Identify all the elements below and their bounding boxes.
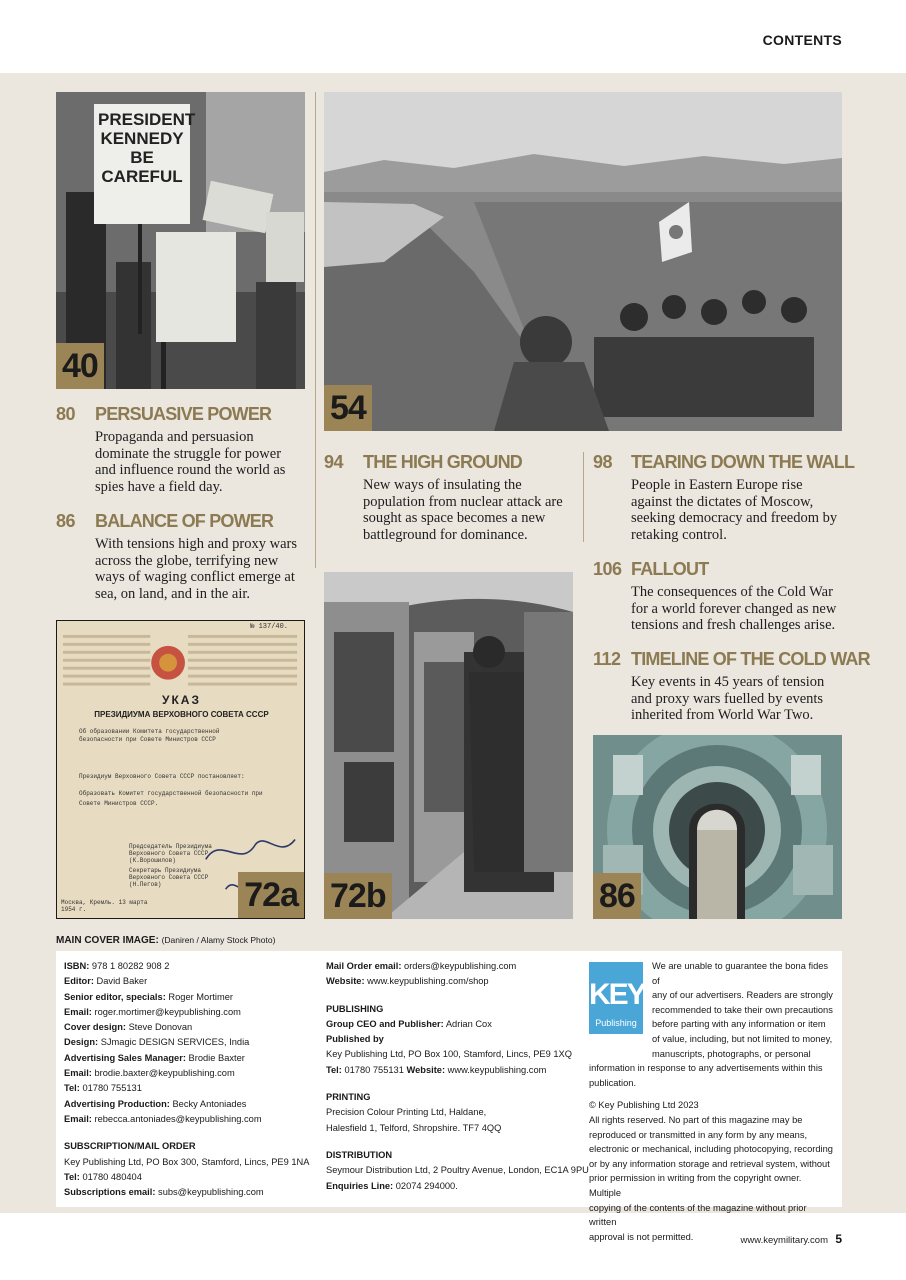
decree-line-1: Об образовании Комитета государственной безопасности при Совете Министров СССР xyxy=(79,728,220,743)
column-divider-right xyxy=(583,452,584,542)
ad-sales-label: Advertising Sales Manager: xyxy=(64,1052,186,1063)
photo-troops[interactable] xyxy=(324,92,842,431)
page-badge-54: 54 xyxy=(324,385,372,431)
decree-place-date: Москва, Кремль. 13 марта 1954 г. xyxy=(61,899,148,913)
article-title: PERSUASIVE POWER xyxy=(95,404,272,424)
enquiries-value: 02074 294000. xyxy=(395,1180,458,1191)
editor-value: David Baker xyxy=(96,976,148,987)
published-by-label: Published by xyxy=(326,1034,384,1045)
ad-sales-value: Brodie Baxter xyxy=(188,1052,245,1063)
disclaimer-line: any of our advertisers. Readers are strongly xyxy=(652,990,833,1001)
decree-line-2: Президиум Верховного Совета СССР постановляет: xyxy=(79,773,245,780)
enquiries-label: Enquiries Line: xyxy=(326,1180,394,1191)
editor-label: Editor: xyxy=(64,976,94,987)
article-description: New ways of insulating the population from nuclear attack are sought as space becomes a new battleground for dominance. xyxy=(363,477,563,543)
article-description: With tensions high and proxy wars across the globe, terrifying new ways of waging conflict emerge at sea, on land, and in the air. xyxy=(95,536,297,602)
photo-protest[interactable] xyxy=(56,92,305,389)
page-number: 5 xyxy=(835,1232,842,1246)
tel-value: 01780 755131 xyxy=(82,1083,142,1094)
cover-design-label: Cover design: xyxy=(64,1022,126,1033)
troops-image xyxy=(324,92,842,431)
distributor-address: Seymour Distribution Ltd, 2 Poultry Avenue, London, EC1A 9PU xyxy=(326,1165,589,1176)
decree-line-3: Образовать Комитет государственной безопасности при Совете Министров СССР. xyxy=(79,790,263,807)
rights-line: approval is not permitted. xyxy=(589,1231,694,1242)
article-page-number: 112 xyxy=(593,649,621,669)
rights-line: electronic or mechanical, including photocopying, recording xyxy=(589,1144,833,1155)
article-title: THE HIGH GROUND xyxy=(363,452,523,472)
article-description: The consequences of the Cold War for a world forever changed as new tensions and fresh challenges arise. xyxy=(631,584,837,633)
cover-image-caption xyxy=(56,935,275,946)
subscription-tel: 01780 480404 xyxy=(82,1171,142,1182)
decree-signature-2: Секретарь Президиума Верховного Совета СССР (Н.Пегов) xyxy=(129,867,209,888)
ceo-value: Adrian Cox xyxy=(445,1018,492,1029)
copyright-notice: © Key Publishing Ltd 2023 xyxy=(589,1100,699,1111)
publishing-column xyxy=(326,959,589,1194)
design-label: Design: xyxy=(64,1037,99,1048)
editor-email-link[interactable]: roger.mortimer@keypublishing.com xyxy=(94,1006,241,1017)
disclaimer-line: manuscripts, photographs, or personal xyxy=(652,1048,811,1059)
article-timeline-of-the-cold-war[interactable] xyxy=(593,649,870,729)
page-badge-40: 40 xyxy=(56,343,104,389)
article-description: Key events in 45 years of tension and proxy wars fuelled by events inherited from World War Two. xyxy=(631,674,825,723)
page-badge-72a: 72a xyxy=(238,872,304,918)
tel-label: Tel: xyxy=(64,1083,80,1094)
website-label: Website: xyxy=(406,1064,446,1075)
cover-design-value: Steve Donovan xyxy=(128,1022,193,1033)
website-label: Website: xyxy=(326,976,365,987)
article-page-number: 98 xyxy=(593,452,613,472)
article-page-number: 106 xyxy=(593,559,622,579)
column-divider-left xyxy=(315,92,316,568)
disclaimer-line: publication. xyxy=(589,1077,637,1088)
decree-signature-1: Председатель Президиума Верховного Совета СССР (К.Ворошилов) xyxy=(129,843,212,864)
article-persuasive-power[interactable] xyxy=(56,404,306,499)
publisher-website-link[interactable]: www.keypublishing.com xyxy=(447,1064,547,1075)
article-title: TEARING DOWN THE WALL xyxy=(631,452,855,472)
publisher-address: Key Publishing Ltd, PO Box 100, Stamford, Lincs, PE9 1XQ xyxy=(326,1049,572,1060)
email-label: Email: xyxy=(64,1113,92,1124)
printing-heading: PRINTING xyxy=(326,1092,371,1103)
senior-editor-value: Roger Mortimer xyxy=(168,991,233,1002)
disclaimer-line: information in response to any advertisements within this xyxy=(589,1063,823,1074)
cover-caption-label: MAIN COVER IMAGE: xyxy=(56,935,159,946)
ceo-label: Group CEO and Publisher: xyxy=(326,1018,444,1029)
article-the-high-ground[interactable] xyxy=(324,452,574,562)
article-page-number: 86 xyxy=(56,511,76,531)
rights-line: or by any information storage and retrieval system, without xyxy=(589,1158,830,1169)
shop-website-link[interactable]: www.keypublishing.com/shop xyxy=(367,976,489,987)
email-label: Email: xyxy=(64,1068,92,1079)
decree-title: УКАЗ xyxy=(162,693,201,707)
protest-sign-text: PRESIDENT KENNEDY BE CAREFUL xyxy=(98,110,196,186)
article-description: Propaganda and persuasion dominate the struggle for power and influence round the world as spies have a field day. xyxy=(95,429,286,495)
subscriptions-email-link[interactable]: subs@keypublishing.com xyxy=(158,1187,264,1198)
email-label: Email: xyxy=(64,1006,92,1017)
article-title: FALLOUT xyxy=(631,559,709,579)
rights-line: copying of the contents of the magazine without prior written xyxy=(589,1202,807,1228)
footer-website-link[interactable]: www.keymilitary.com xyxy=(740,1235,828,1246)
photo-missile-silo[interactable] xyxy=(593,735,842,919)
article-page-number: 80 xyxy=(56,404,76,424)
subscriptions-email-label: Subscriptions email: xyxy=(64,1187,156,1198)
decree-ref-number: № 137/40. xyxy=(250,623,288,631)
disclaimer-line: We are unable to guarantee the bona fides of xyxy=(652,961,829,986)
printer-line-1: Precision Colour Printing Ltd, Haldane, xyxy=(326,1107,487,1118)
disclaimer-line: before parting with any information or item xyxy=(652,1019,826,1030)
distribution-heading: DISTRIBUTION xyxy=(326,1149,393,1160)
isbn-label: ISBN: xyxy=(64,961,90,971)
mail-order-label: Mail Order email: xyxy=(326,961,402,971)
mail-order-email-link[interactable]: orders@keypublishing.com xyxy=(404,961,517,971)
disclaimer-line: recommended to take their own precautions xyxy=(652,1004,833,1015)
article-title: BALANCE OF POWER xyxy=(95,511,274,531)
tel-label: Tel: xyxy=(64,1171,80,1182)
legal-column xyxy=(589,959,834,1244)
article-fallout[interactable] xyxy=(593,559,843,639)
subscription-address: Key Publishing Ltd, PO Box 300, Stamford, Lincs, PE9 1NA xyxy=(64,1156,310,1167)
isbn-value: 978 1 80282 908 2 xyxy=(91,961,170,971)
rights-line: All rights reserved. No part of this magazine may be xyxy=(589,1114,803,1125)
logo-publishing-text: Publishing xyxy=(595,1018,637,1028)
ad-production-email-link[interactable]: rebecca.antoniades@keypublishing.com xyxy=(94,1113,262,1124)
photo-decree-document[interactable] xyxy=(56,620,305,919)
printer-line-2: Halesfield 1, Telford, Shropshire. TF7 4QQ xyxy=(326,1122,502,1133)
decree-subtitle: ПРЕЗИДИУМА ВЕРХОВНОГО СОВЕТА СССР xyxy=(94,710,269,719)
bunker-image xyxy=(324,572,573,919)
photo-bunker[interactable] xyxy=(324,572,573,919)
article-title: TIMELINE OF THE COLD WAR xyxy=(631,649,870,669)
publishing-heading: PUBLISHING xyxy=(326,1003,384,1014)
ad-sales-email-link[interactable]: brodie.baxter@keypublishing.com xyxy=(94,1068,235,1079)
logo-key-text: KEY xyxy=(589,978,645,1011)
article-balance-of-power[interactable] xyxy=(56,511,306,606)
page-badge-72b: 72b xyxy=(324,873,392,919)
page-badge-86: 86 xyxy=(593,873,641,919)
subscription-heading: SUBSCRIPTION/MAIL ORDER xyxy=(64,1141,196,1152)
rights-line: reproduced or transmitted in any form by any means, xyxy=(589,1129,808,1140)
article-page-number: 94 xyxy=(324,452,344,472)
credits-column xyxy=(64,959,319,1200)
senior-editor-label: Senior editor, specials: xyxy=(64,991,166,1002)
rights-line: prior permission in writing from the copyright owner. Multiple xyxy=(589,1173,802,1198)
contents-header: CONTENTS xyxy=(762,32,842,48)
ad-production-value: Becky Antoniades xyxy=(172,1098,247,1109)
cover-caption-credit: (Daniren / Alamy Stock Photo) xyxy=(161,935,276,945)
ad-production-label: Advertising Production: xyxy=(64,1098,170,1109)
tel-label: Tel: xyxy=(326,1064,342,1075)
design-value: SJmagic DESIGN SERVICES, India xyxy=(100,1037,250,1048)
article-tearing-down-the-wall[interactable] xyxy=(593,452,855,547)
article-description: People in Eastern Europe rise against the dictates of Moscow, seeking democracy and freedom by retaking control. xyxy=(631,477,838,543)
publisher-tel: 01780 755131 xyxy=(344,1064,404,1075)
disclaimer-line: of value, including, but not limited to money, xyxy=(652,1033,833,1044)
